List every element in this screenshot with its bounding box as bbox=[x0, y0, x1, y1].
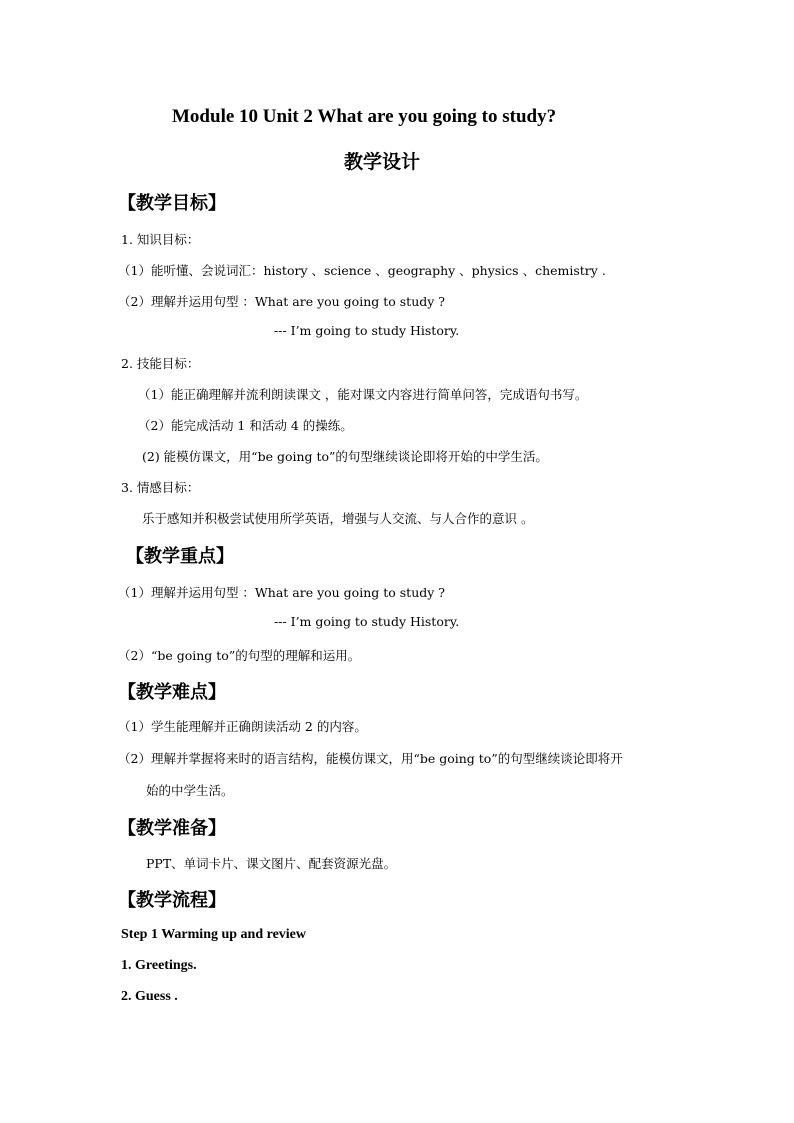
key-point-1: （1）理解并运用句型 ：What are you going to study ? bbox=[118, 585, 445, 600]
section-heading-procedure: 【教学流程】 bbox=[118, 890, 226, 911]
difficulty-2: （2）理解并掌握将来时的语言结构，能模仿课文，用“be going to”的句型继续谈论即将开 bbox=[118, 751, 623, 766]
knowledge-goal-heading: 1. 知识目标： bbox=[121, 232, 200, 247]
procedure-item-1: 1. Greetings. bbox=[121, 958, 197, 973]
knowledge-goal-2-answer: --- I’m going to study History. bbox=[274, 323, 460, 338]
document-title: Module 10 Unit 2 What are you going to study? bbox=[172, 106, 557, 127]
section-heading-key-points: 【教学重点】 bbox=[126, 546, 234, 567]
skill-goal-heading: 2. 技能目标： bbox=[121, 356, 200, 371]
procedure-step-1: Step 1 Warming up and review bbox=[121, 927, 307, 942]
knowledge-goal-2: （2）理解并运用句型 ：What are you going to study ? bbox=[118, 294, 445, 309]
key-point-2: （2）“be going to”的句型的理解和运用。 bbox=[118, 648, 361, 663]
knowledge-goal-1: （1）能听懂、会说词汇：history 、science 、geography 、physics 、chemistry . bbox=[118, 263, 606, 278]
skill-goal-1: （1）能正确理解并流利朗读课文 ，能对课文内容进行简单问答，完成语句书写。 bbox=[138, 387, 588, 402]
difficulty-2-continued: 始的中学生活。 bbox=[146, 783, 234, 798]
procedure-item-2: 2. Guess . bbox=[121, 989, 178, 1004]
key-point-1-answer: --- I’m going to study History. bbox=[274, 614, 460, 629]
skill-goal-3: (2) 能模仿课文，用“be going to”的句型继续谈论即将开始的中学生活。 bbox=[142, 449, 548, 464]
emotion-goal-heading: 3. 情感目标： bbox=[121, 480, 200, 495]
section-heading-objectives: 【教学目标】 bbox=[118, 193, 226, 214]
section-heading-preparation: 【教学准备】 bbox=[118, 818, 226, 839]
emotion-goal-1: 乐于感知并积极尝试使用所学英语，增强与人交流、与人合作的意识 。 bbox=[142, 511, 534, 526]
preparation-text: PPT、单词卡片、课文图片、配套资源光盘。 bbox=[146, 856, 397, 871]
section-heading-difficulties: 【教学难点】 bbox=[118, 682, 226, 703]
skill-goal-2: （2）能完成活动 1 和活动 4 的操练。 bbox=[138, 418, 353, 433]
difficulty-1: （1）学生能理解并正确朗读活动 2 的内容。 bbox=[118, 719, 367, 734]
document-subtitle: 教学设计 bbox=[344, 151, 421, 173]
